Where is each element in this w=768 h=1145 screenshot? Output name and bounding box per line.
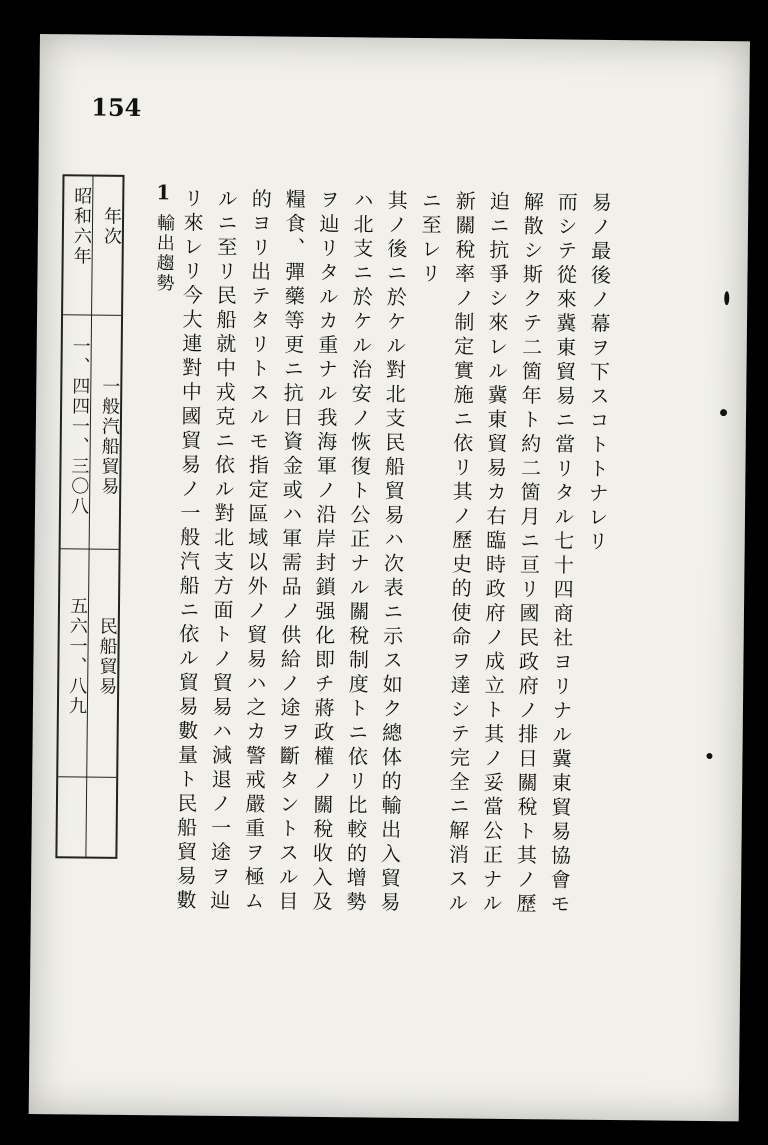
body-column-5: 新關稅率ノ制定實施ニ依リ其ノ歷史的使命ヲ達シテ完全ニ解消スル [444, 190, 477, 917]
body-column-6: ニ至レリ [417, 189, 443, 288]
page-number: 154 [91, 92, 142, 123]
body-column-13: リ來レリ今大連對中國貿易ノ一般汽船ニ依ル貿易數量ト民船貿易數 [172, 187, 205, 914]
scanned-page [29, 34, 750, 1121]
header-year: 年次 [100, 206, 123, 247]
cell-general: 一、四四一、三〇八 [67, 336, 91, 517]
body-column-4: 迫ニ抗爭シ來レル冀東貿易カ右臨時政府ノ成立ト其ノ妥當公正ナル [478, 190, 511, 917]
trade-table [55, 174, 124, 859]
body-column-11: 的ヨリ出テタリトスルモ指定區域以外ノ貿易ハ之カ警戒嚴重ヲ極ム [240, 188, 273, 915]
header-junk: 民船貿易 [96, 616, 118, 697]
cell-year: 昭和六年 [70, 186, 93, 267]
ink-speck [706, 753, 712, 759]
body-column-12: ルニ至リ民船就中戎克ニ依ル對北支方面トノ貿易ハ減退ノ一途ヲ辿 [206, 187, 239, 915]
section-title: 輸出趨勢 [153, 213, 176, 294]
ink-speck [720, 409, 727, 416]
section-number: 1 [156, 180, 171, 205]
table-divider [58, 776, 116, 778]
body-column-1: 易ノ最後ノ幕ヲ下スコトトナレリ [584, 191, 613, 555]
body-column-2: 而シテ從來冀東貿易ニ當リタル七十四商社ヨリナル冀東貿易協會モ [546, 191, 579, 918]
body-column-9: ヲ辿リタルカ重ナル我海軍ノ沿岸封鎖强化即チ蔣政權ノ關稅收入及 [308, 188, 341, 916]
header-general: 一般汽船貿易 [98, 376, 121, 497]
body-column-7: 其ノ後ニ於ケル對北支民船貿易ハ次表ニ示ス如ク總体的輸出入貿易 [376, 189, 409, 916]
body-column-3: 解散シ斯クテ二箇年ト約二箇月ニ亘リ國民政府ノ排日關稅ト其ノ歷 [512, 191, 545, 918]
body-column-8: ハ北支ニ於ケル治安ノ恢復ト公正ナル關稅制度トニ依リ比較的增勢 [342, 189, 375, 916]
cell-junk: 五六一、八九 [65, 596, 89, 717]
ink-speck [724, 291, 729, 305]
body-column-10: 糧食、彈藥等更ニ抗日資金或ハ軍需品ノ供給ノ途ヲ斷タントスル目 [274, 188, 307, 915]
